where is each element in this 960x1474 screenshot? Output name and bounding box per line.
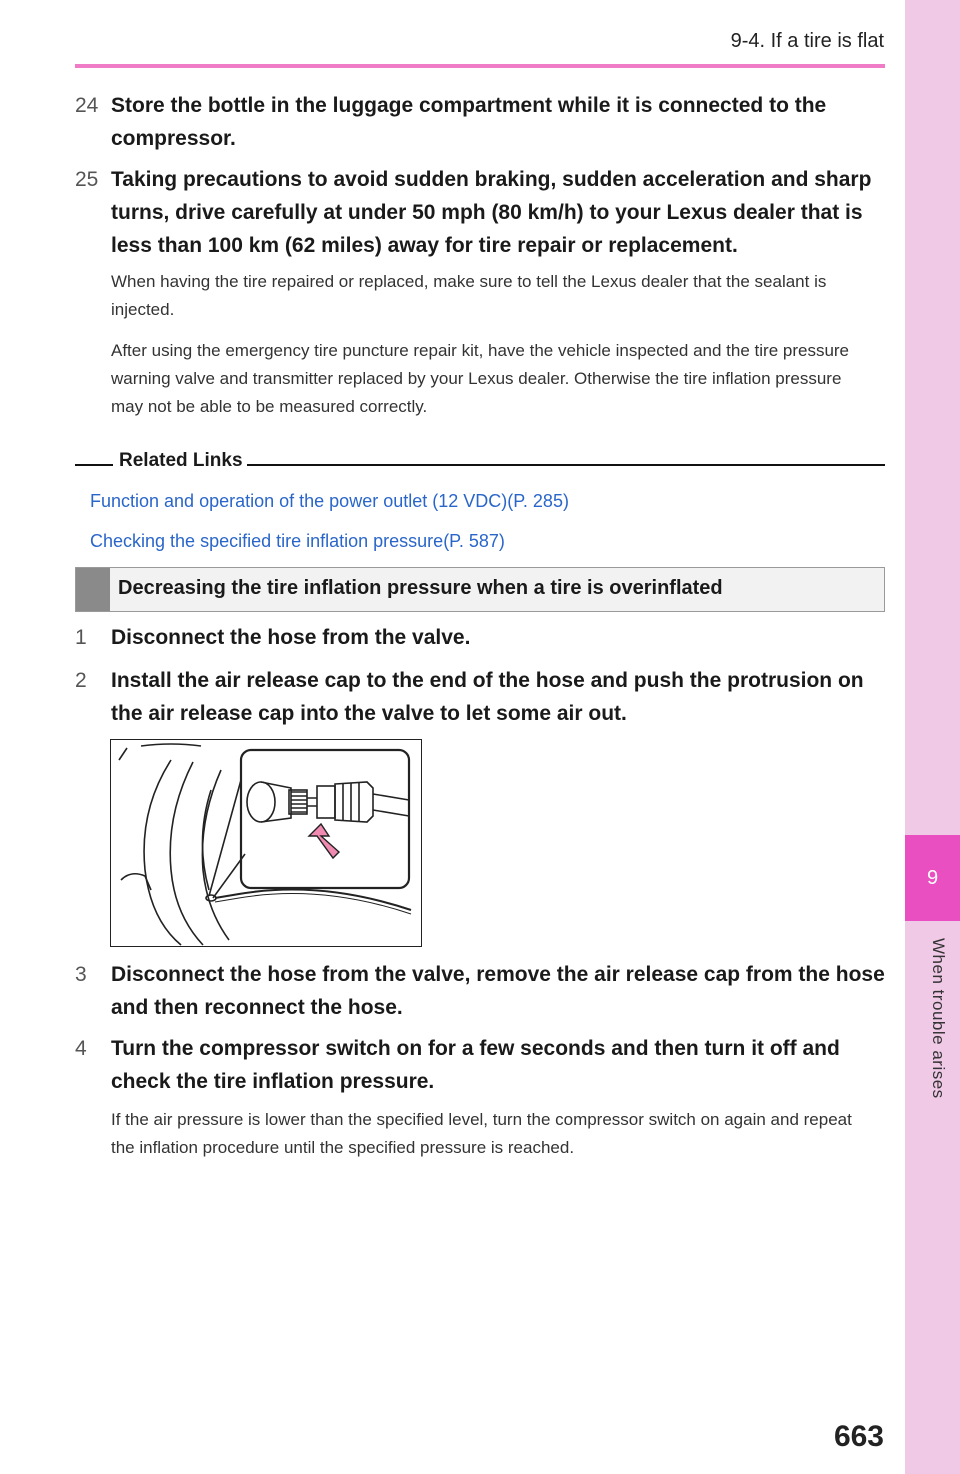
step-text: Disconnect the hose from the valve. [111,626,471,649]
step-text: Turn the compressor switch on for a few seconds and then turn it off and check the tire inflation pressure. [111,1037,840,1093]
section-title: Decreasing the tire inflation pressure when a tire is overinflated [118,577,723,599]
related-rule-left [75,464,113,466]
tire-valve-diagram [111,740,421,946]
section-heading-bar [75,567,885,612]
step-25 [75,163,885,262]
section-header-title: 9-4. If a tire is flat [730,30,884,52]
step-2 [75,664,885,730]
step-number: 3 [75,963,87,986]
step-text: Store the bottle in the luggage compartment while it is connected to the compressor. [111,94,827,150]
chapter-number-tab[interactable] [905,835,960,921]
step-1 [75,621,885,654]
section-accent [76,568,110,611]
related-links-title: Related Links [119,450,243,471]
related-rule-right [247,464,885,466]
header-divider [75,64,885,68]
step-text: Install the air release cap to the end of the hose and push the protrusion on the air release cap into the valve to let some air out. [111,669,864,725]
step-number: 25 [75,168,99,191]
step-number: 1 [75,626,87,649]
step-24 [75,89,885,155]
link-power-outlet[interactable]: Function and operation of the power outlet (12 VDC)(P. 285) [90,491,569,511]
page-number: 663 [833,1420,884,1453]
chapter-label: When trouble arises [929,938,948,1099]
step-text: Taking precautions to avoid sudden braking, sudden acceleration and sharp turns, drive carefully at under 50 mph (80 km/h) to your Lexus dealer that is less than 100 km (62 miles) away for tire repair or replacement. [111,168,872,257]
step-number: 4 [75,1037,87,1060]
note-after-repair: After using the emergency tire puncture repair kit, have the vehicle inspected and the tire pressure warning valve and transmitter replaced by your Lexus dealer. Otherwise the tire inflation pressure may not be able to be measured correctly. [111,341,850,416]
note-sealant: When having the tire repaired or replaced, make sure to tell the Lexus dealer that the sealant is injected. [111,272,827,319]
chapter-number: 9 [926,866,939,889]
note-pressure-low: If the air pressure is lower than the specified level, turn the compressor switch on again and repeat the inflation procedure until the specified pressure is reached. [111,1110,852,1157]
step-3 [75,958,885,1024]
link-tire-pressure[interactable]: Checking the specified tire inflation pressure(P. 587) [90,531,505,551]
step-number: 2 [75,669,87,692]
related-links-heading [75,450,885,480]
step-text: Disconnect the hose from the valve, remove the air release cap from the hose and then reconnect the hose. [111,963,885,1019]
chapter-side-tab [905,0,960,1474]
valve-illustration [110,739,422,947]
step-number: 24 [75,94,99,117]
step-4 [75,1032,885,1098]
